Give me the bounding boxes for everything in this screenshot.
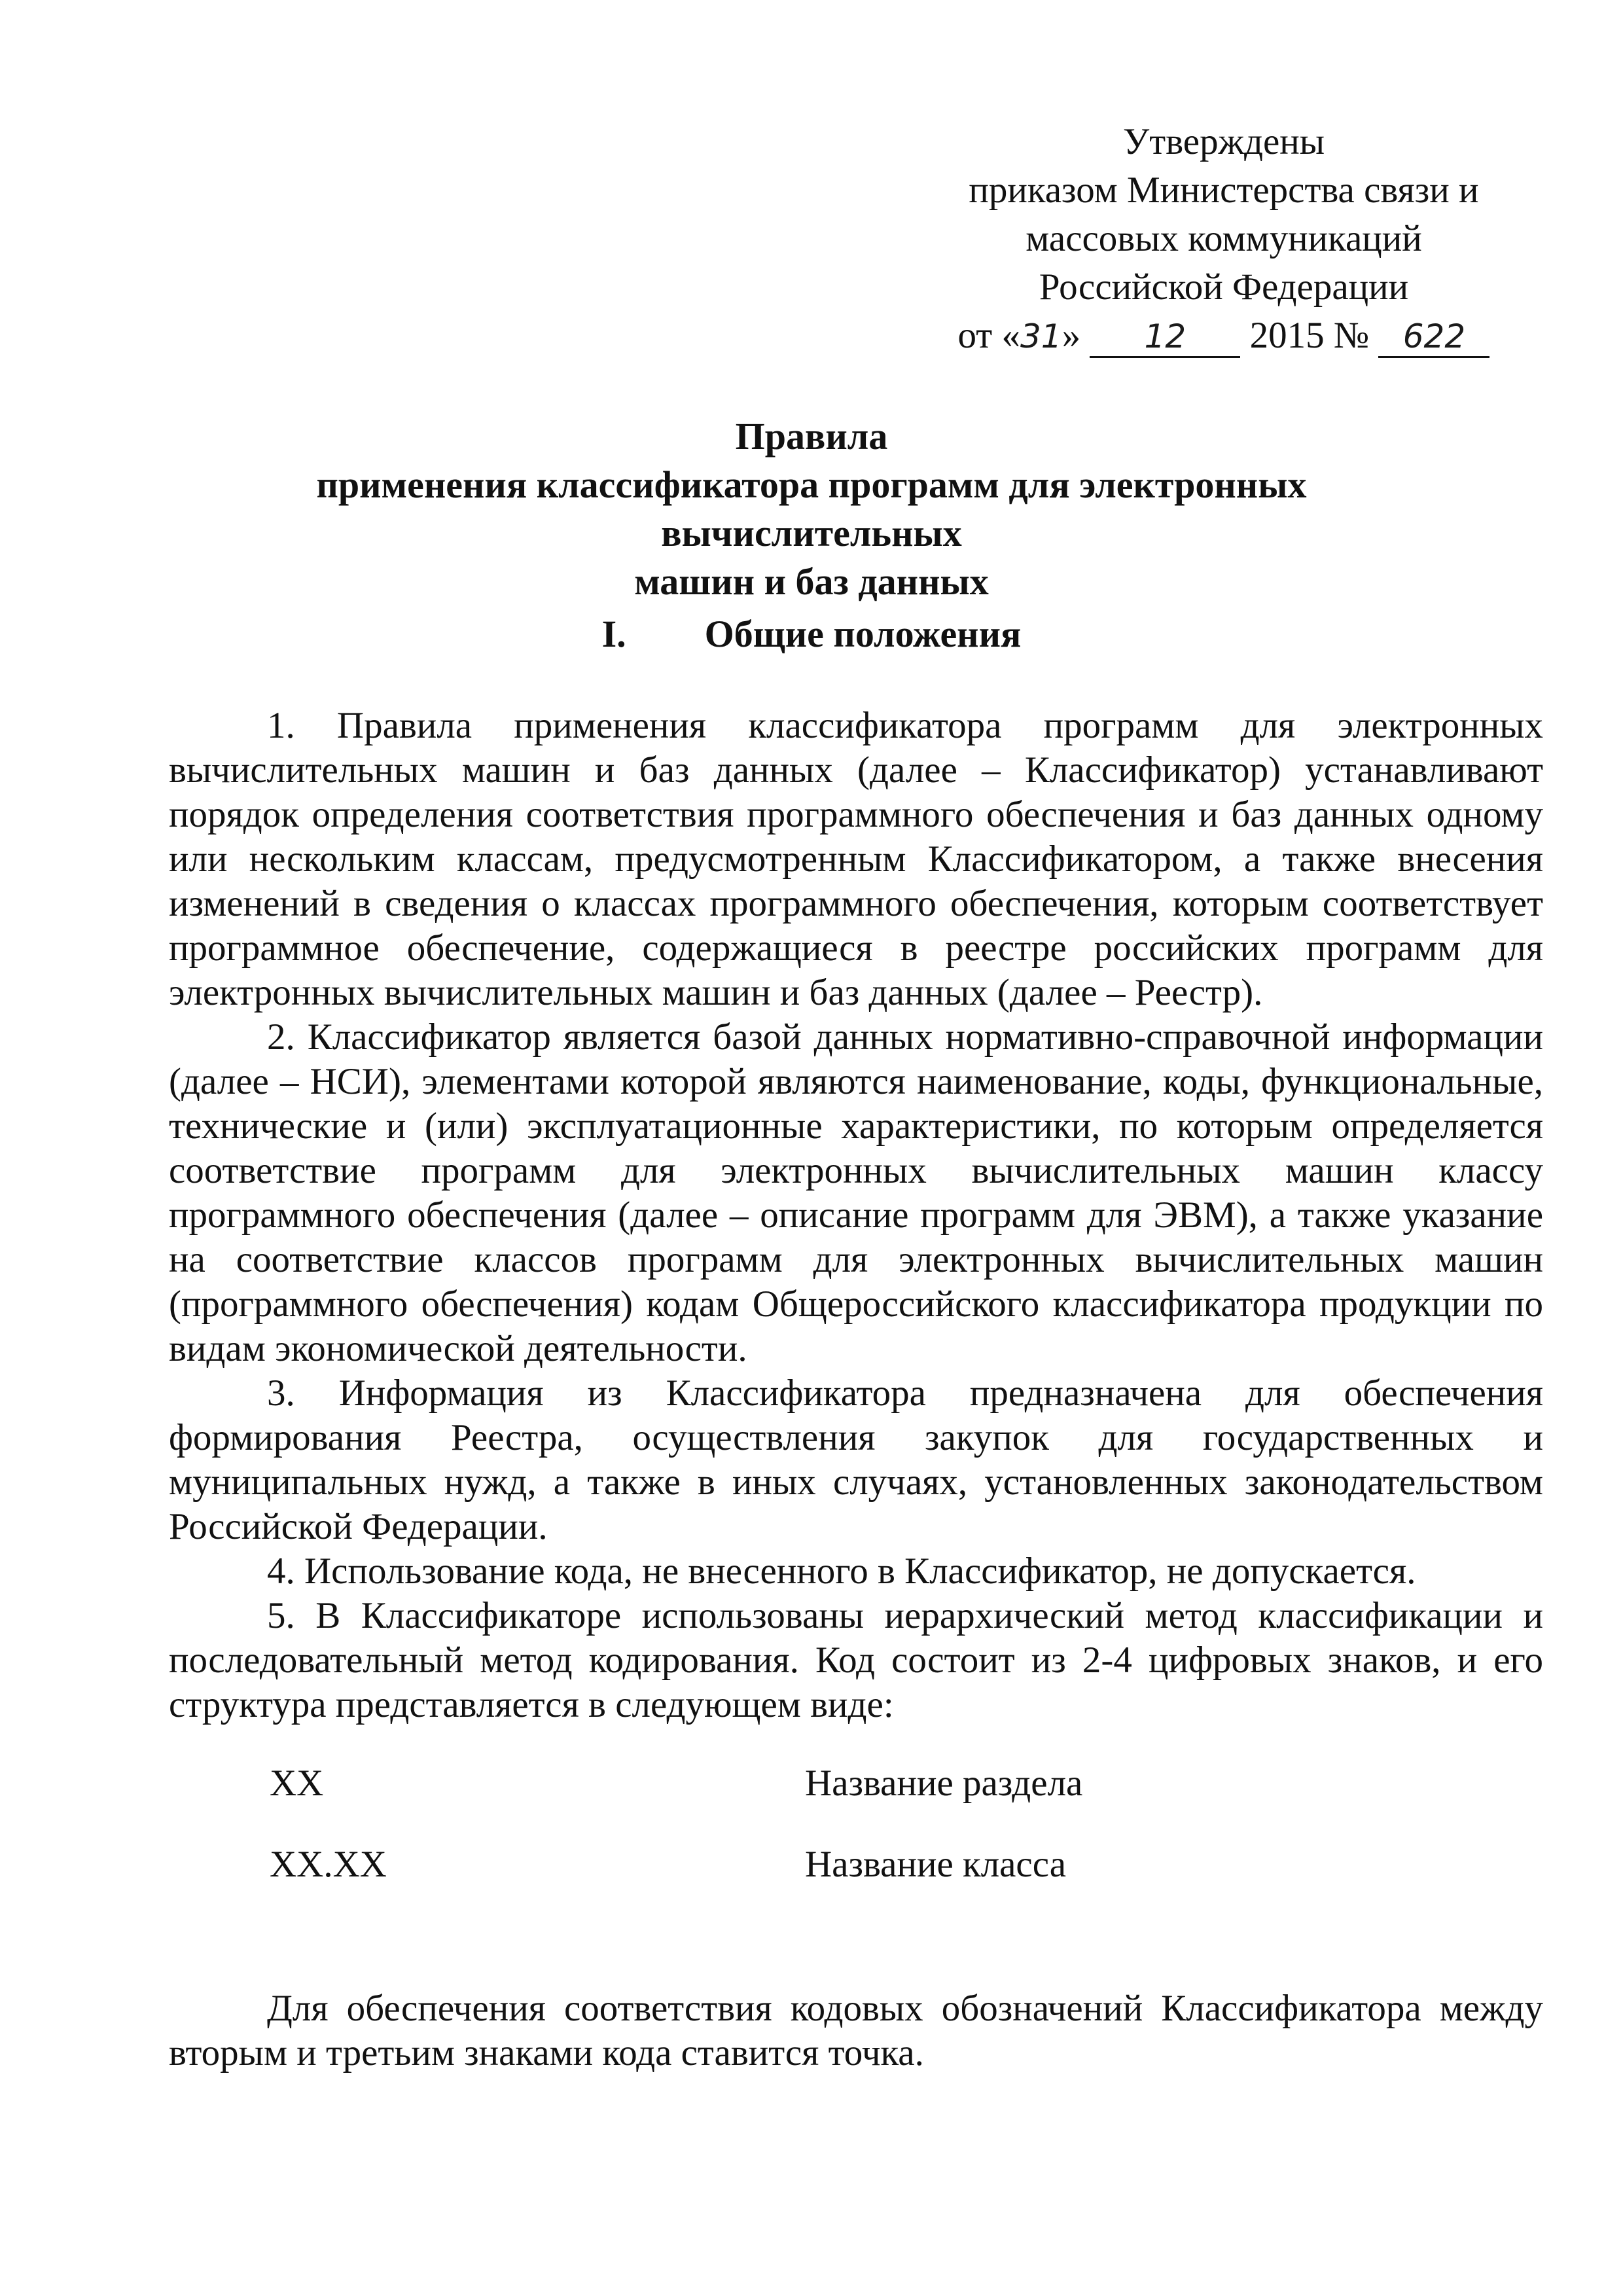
document-title — [164, 412, 1459, 606]
approval-line-4: Российской Федерации — [1039, 266, 1409, 308]
code-row — [270, 1762, 1513, 1843]
title-line-1: Правила — [735, 415, 888, 457]
date-month: 12 — [1144, 317, 1186, 355]
section-title: Общие положения — [704, 613, 1022, 655]
approval-line-1: Утверждены — [1122, 121, 1325, 162]
paragraph-3: 3. Информация из Классификатора предназначена для обеспечения формирования Реестра, осуществления закупок для государственных и муниципальных нужд, а также в иных случаях, установленных законодательством Российской Федерации. — [169, 1372, 1543, 1547]
date-prefix: от « — [957, 315, 1020, 356]
approval-date-line — [942, 312, 1505, 361]
paragraph-4: 4. Использование кода, не внесенного в Классификатор, не допускается. — [267, 1551, 1416, 1592]
date-day: 31 — [1020, 317, 1062, 355]
code-value: XX.XX — [270, 1844, 387, 1885]
code-name: Название раздела — [805, 1763, 1083, 1804]
code-row — [270, 1843, 1513, 1924]
section-number: I. — [601, 613, 626, 655]
code-structure-table — [270, 1762, 1513, 1924]
date-year: 2015 № — [1249, 315, 1370, 356]
paragraph-2: 2. Классификатор является базой данных нормативно-справочной информации (далее – НСИ), элементами которой являются наименование, коды, функциональные, технические и (или) эксплуатационные характеристики, по которым определяется соответствие программ для электронных вычислительных машин классу программного обеспечения (далее – описание программ для ЭВМ), а также указание на соответствие классов программ для электронных вычислительных машин (программного обеспечения) кодам Общероссийского классификатора продукции по видам экономической деятельности. — [169, 1016, 1543, 1369]
title-line-2: применения классификатора программ для электронных вычислительных — [316, 463, 1307, 554]
approval-line-3: массовых коммуникаций — [1026, 218, 1422, 259]
approval-line-2: приказом Министерства связи и — [969, 170, 1479, 211]
code-value: XX — [270, 1763, 324, 1804]
order-number: 622 — [1402, 317, 1466, 355]
paragraph-5: 5. В Классификаторе использованы иерархический метод классификации и последовательный метод кодирования. Код состоит из 2-4 цифровых знаков, и его структура представляется в следующем виде: — [169, 1595, 1543, 1725]
code-name: Название класса — [805, 1844, 1067, 1885]
body-text — [169, 704, 1543, 1727]
section-heading — [164, 610, 1459, 658]
closing-paragraph: Для обеспечения соответствия кодовых обозначений Классификатора между вторым и третьим знаками кода ставится точка. — [169, 1988, 1543, 2073]
date-month-blank — [1090, 316, 1240, 358]
date-quote-close: » — [1061, 315, 1081, 356]
paragraph-1: 1. Правила применения классификатора программ для электронных вычислительных машин и баз данных (далее – Классификатор) устанавливают порядок определения соответствия программного обеспечения и баз данных одному или нескольким классам, предусмотренным Классификатором, а также внесения изменений в сведения о классах программного обеспечения, которым соответствует программное обеспечение, содержащиеся в реестре российских программ для электронных вычислительных машин и баз данных (далее – Реестр). — [169, 705, 1543, 1013]
order-number-blank — [1378, 316, 1489, 358]
closing-text — [169, 1986, 1543, 2075]
title-line-3: машин и баз данных — [634, 560, 989, 603]
approval-stamp — [942, 118, 1505, 361]
